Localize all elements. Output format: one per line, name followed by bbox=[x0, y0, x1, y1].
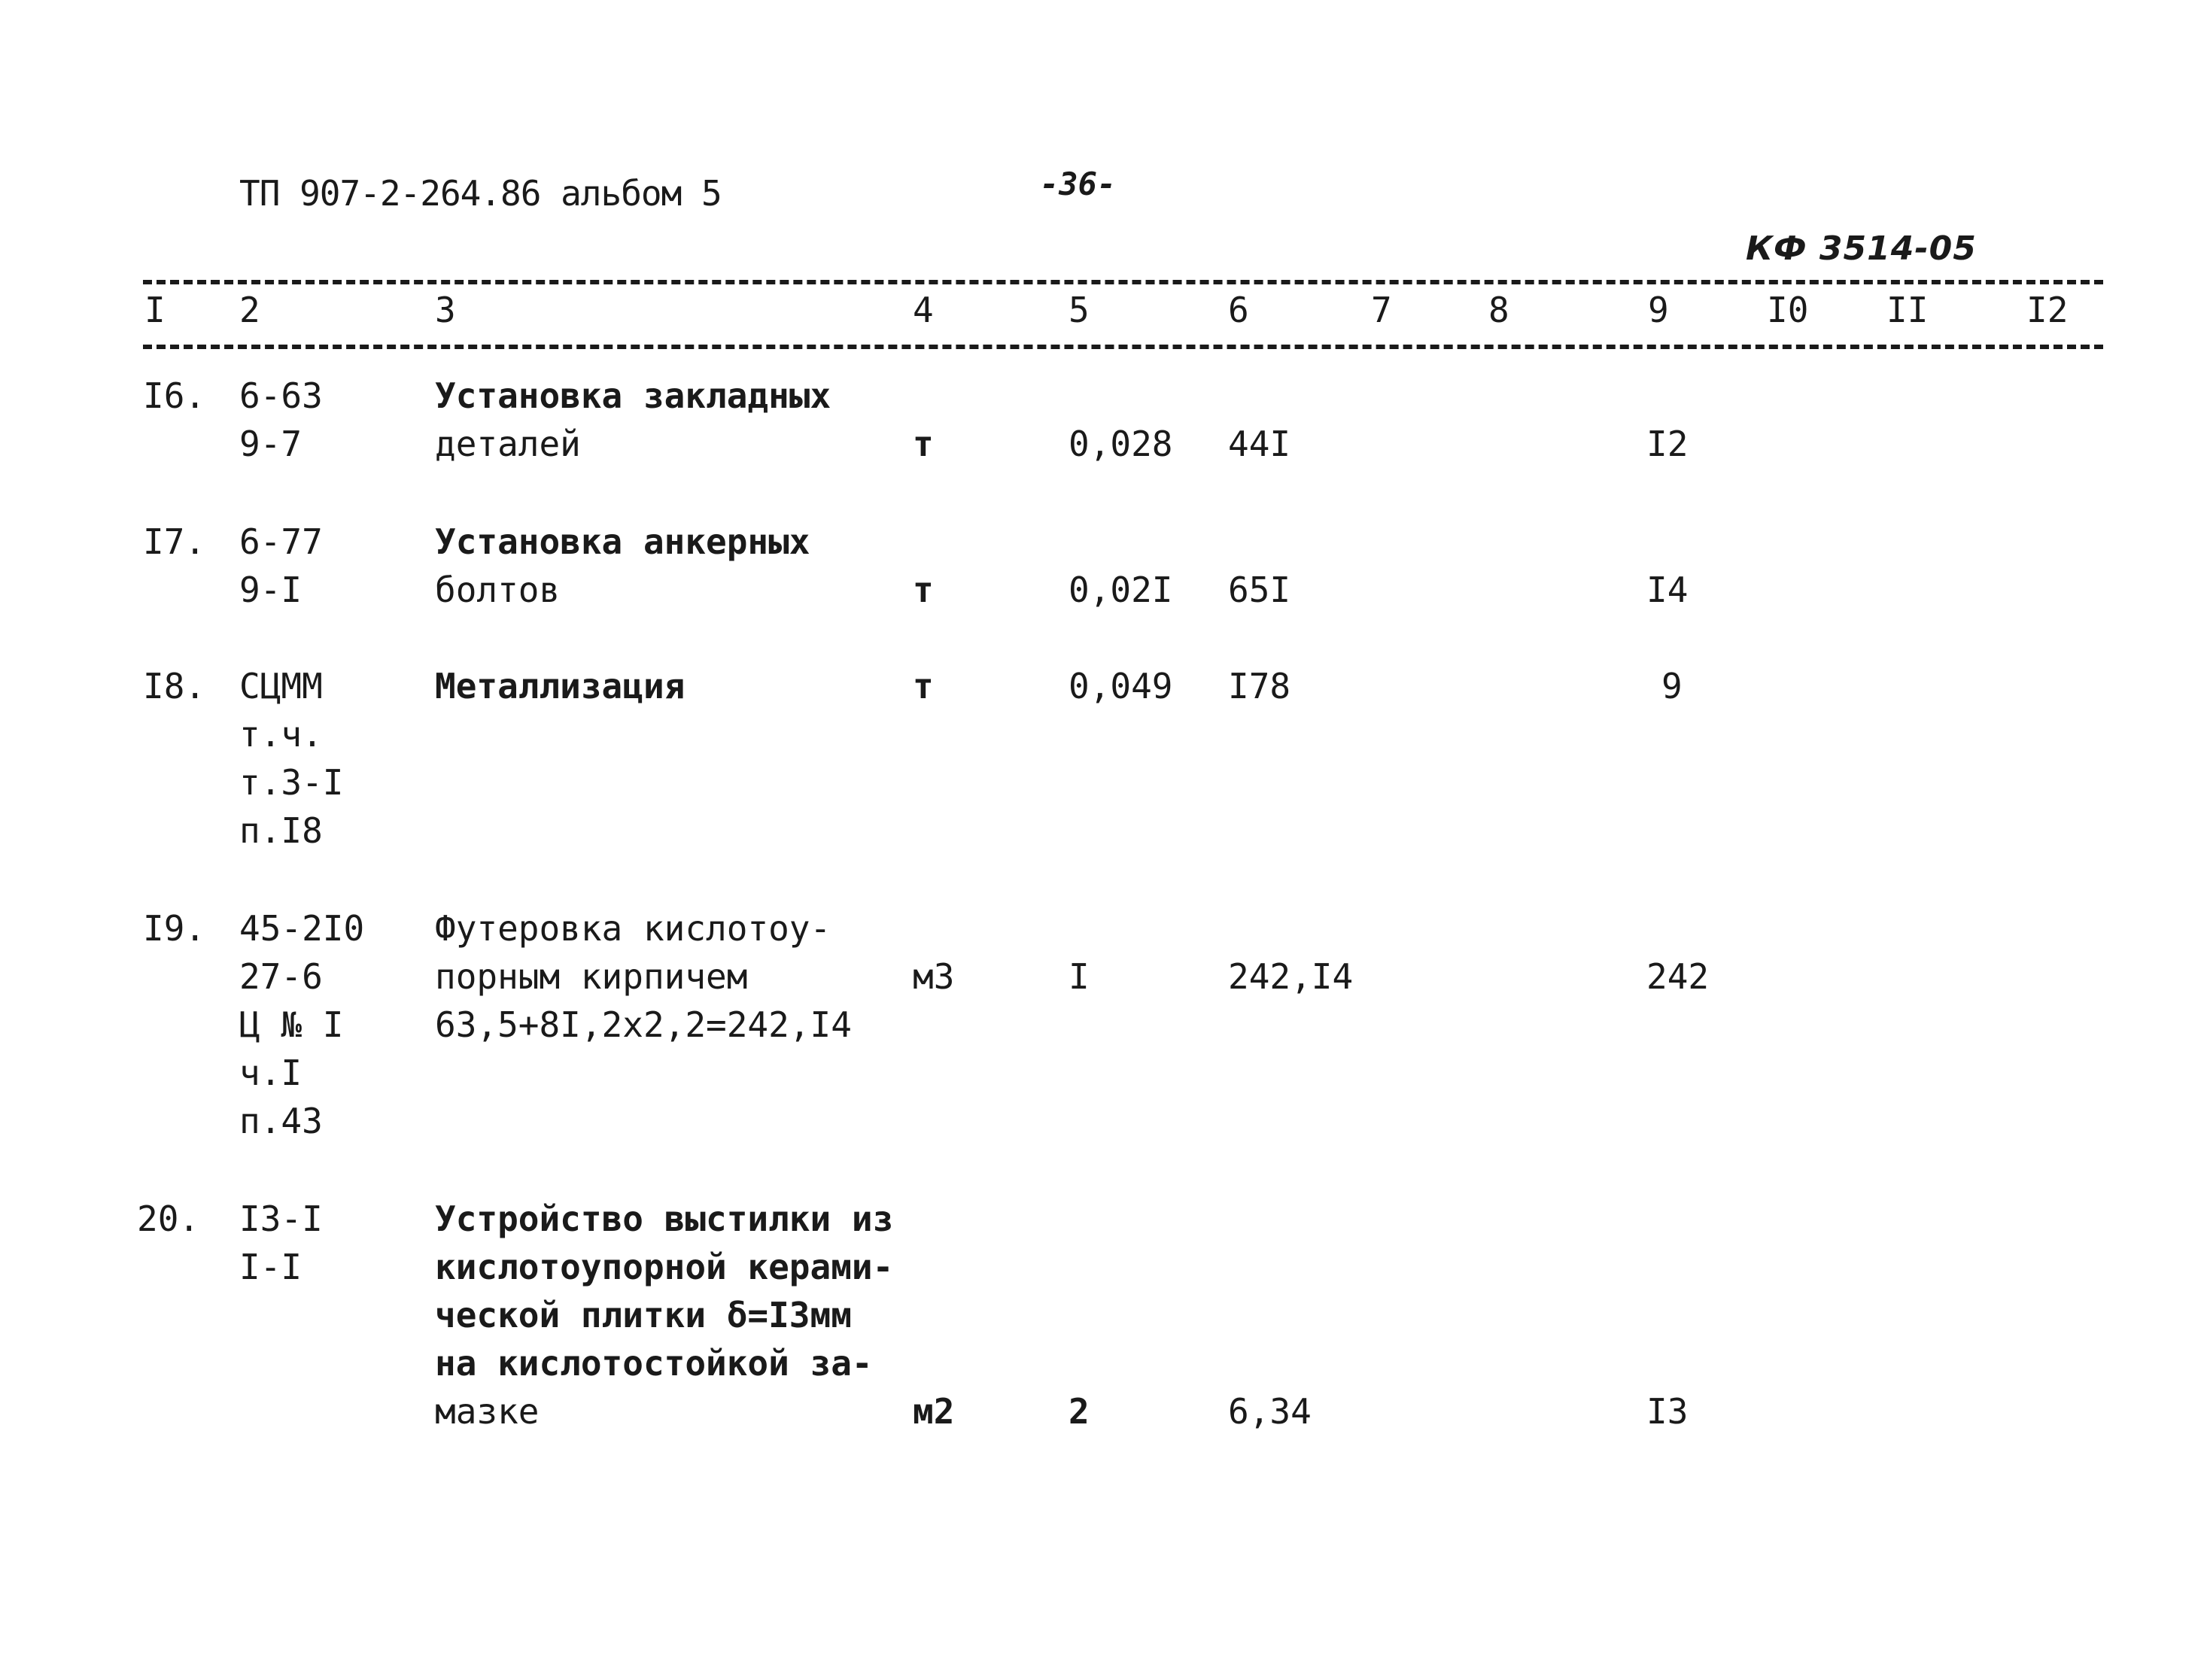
unit-price: 242,I4 bbox=[1228, 956, 1354, 997]
row-number: I6. bbox=[143, 375, 206, 416]
work-description: ческой плитки δ=I3мм bbox=[435, 1295, 852, 1335]
unit: м2 bbox=[913, 1391, 955, 1432]
norm-code: п.43 bbox=[239, 1101, 323, 1141]
norm-code: 9-7 bbox=[239, 424, 302, 464]
total-cost: 9 bbox=[1661, 666, 1683, 706]
unit: м3 bbox=[913, 956, 955, 997]
work-description: Установка анкерных bbox=[435, 521, 810, 562]
unit-price: 65I bbox=[1228, 570, 1291, 610]
column-header: II bbox=[1886, 290, 1929, 330]
work-description: Устройство выстилки из bbox=[435, 1198, 894, 1239]
work-description: на кислотостойкой за- bbox=[435, 1343, 873, 1384]
work-description: порным кирпичем bbox=[435, 956, 748, 997]
quantity: 0,049 bbox=[1069, 666, 1173, 706]
table-top-rule bbox=[143, 280, 2103, 284]
document-title: ТП 907-2-264.86 альбом 5 bbox=[239, 173, 722, 214]
column-header: 7 bbox=[1371, 290, 1392, 330]
column-header: 2 bbox=[239, 290, 260, 330]
quantity: 2 bbox=[1069, 1391, 1090, 1432]
unit: т bbox=[913, 570, 934, 610]
work-description: Металлизация bbox=[435, 666, 686, 706]
row-number: 20. bbox=[137, 1198, 200, 1239]
norm-code: 9-I bbox=[239, 570, 302, 610]
unit-price: 6,34 bbox=[1228, 1391, 1312, 1432]
norm-code: п.I8 bbox=[239, 810, 323, 851]
norm-code: т.3-I bbox=[239, 762, 344, 803]
norm-code: 45-2I0 bbox=[239, 908, 365, 949]
column-header: I bbox=[144, 290, 166, 330]
norm-code: СЦММ bbox=[239, 666, 323, 706]
quantity: 0,02I bbox=[1069, 570, 1173, 610]
total-cost: I4 bbox=[1646, 570, 1689, 610]
work-description: кислотоупорной керами- bbox=[435, 1247, 894, 1287]
column-header: I2 bbox=[2026, 290, 2069, 330]
total-cost: I2 bbox=[1646, 424, 1689, 464]
total-cost: I3 bbox=[1646, 1391, 1689, 1432]
work-description: Установка закладных bbox=[435, 375, 831, 416]
unit: т bbox=[913, 666, 934, 706]
column-header: 8 bbox=[1488, 290, 1509, 330]
column-header: 9 bbox=[1648, 290, 1669, 330]
table-header-rule bbox=[143, 345, 2103, 349]
norm-code: т.ч. bbox=[239, 714, 323, 755]
work-description: Футеровка кислотоу- bbox=[435, 908, 831, 949]
norm-code: ч.I bbox=[239, 1053, 302, 1093]
norm-code: Ц № I bbox=[239, 1004, 344, 1045]
norm-code: I-I bbox=[239, 1247, 302, 1287]
norm-code: 27-6 bbox=[239, 956, 323, 997]
row-number: I9. bbox=[143, 908, 206, 949]
work-description: болтов bbox=[435, 570, 561, 610]
quantity: 0,028 bbox=[1069, 424, 1173, 464]
column-header: I0 bbox=[1767, 290, 1809, 330]
norm-code: I3-I bbox=[239, 1198, 323, 1239]
column-header: 6 bbox=[1228, 290, 1249, 330]
handwritten-code: КФ 3514-05 bbox=[1746, 229, 1977, 268]
norm-code: 6-63 bbox=[239, 375, 323, 416]
quantity: I bbox=[1069, 956, 1090, 997]
unit-price: I78 bbox=[1228, 666, 1291, 706]
column-header: 3 bbox=[435, 290, 456, 330]
row-number: I8. bbox=[143, 666, 206, 706]
work-description: мазке bbox=[435, 1391, 540, 1432]
column-header: 4 bbox=[913, 290, 934, 330]
work-description: 63,5+8I,2х2,2=242,I4 bbox=[435, 1004, 852, 1045]
norm-code: 6-77 bbox=[239, 521, 323, 562]
unit: т bbox=[913, 424, 934, 464]
total-cost: 242 bbox=[1646, 956, 1710, 997]
unit-price: 44I bbox=[1228, 424, 1291, 464]
row-number: I7. bbox=[143, 521, 206, 562]
page-number: -36- bbox=[1040, 166, 1117, 202]
column-header: 5 bbox=[1069, 290, 1090, 330]
work-description: деталей bbox=[435, 424, 581, 464]
